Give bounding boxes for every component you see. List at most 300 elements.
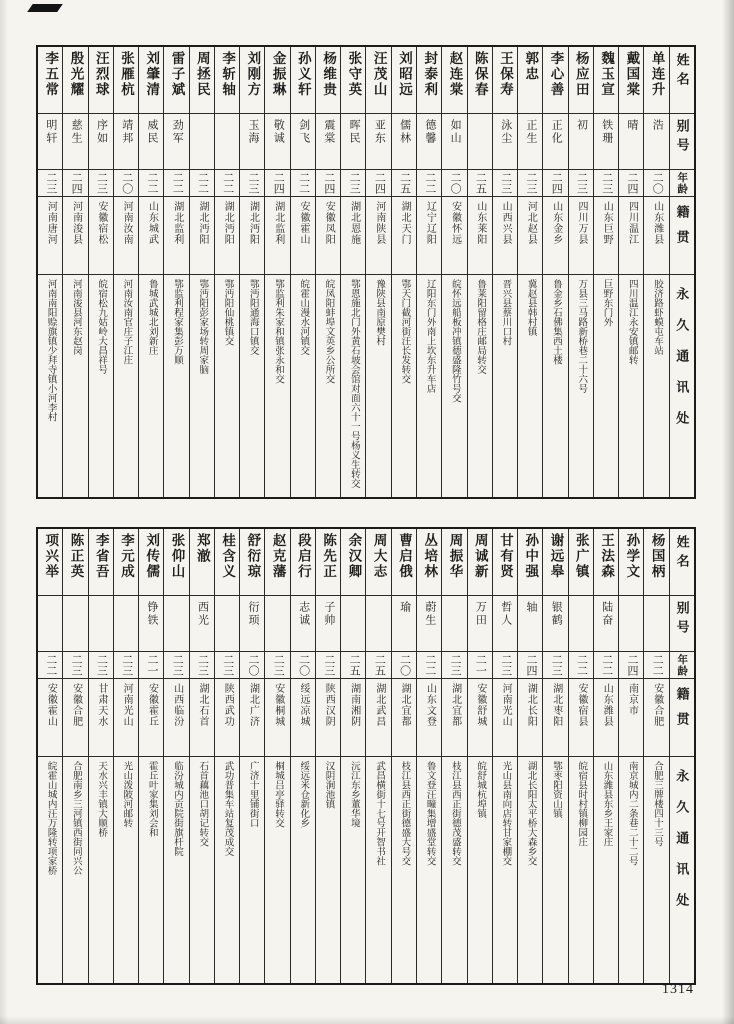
entry-address-cell [442, 756, 466, 983]
entry-age-cell [190, 169, 214, 196]
entry-column [365, 529, 390, 983]
entry-age-cell [215, 651, 239, 678]
entry-address-cell [164, 274, 188, 497]
entry-native-cell [468, 678, 492, 756]
entry-column [517, 529, 542, 983]
entry-alias: 泳尘 [499, 119, 512, 145]
entry-alias-cell [265, 595, 289, 651]
entry-native-place: 山东莱阳 [474, 201, 486, 245]
header-address-label: 永久通讯处 [674, 769, 690, 924]
entry-alias-cell [543, 113, 567, 169]
entry-native-place: 山西兴县 [500, 201, 512, 245]
entry-name: 封泰利 [422, 51, 438, 98]
entry-native-cell [493, 196, 517, 274]
entry-address: 南京城内二条巷二十二号 [626, 761, 637, 866]
entry-address: 皖怀远船板冲镇德盛隆竹号交 [449, 279, 460, 403]
entry-age: 二二 [145, 172, 158, 194]
entry-alias-cell [569, 113, 593, 169]
entry-name: 汪烈球 [93, 51, 109, 98]
entry-name: 汪茂山 [371, 51, 387, 98]
entry-age-cell [190, 651, 214, 678]
entry-name-cell [190, 47, 214, 113]
entry-age-cell [594, 169, 618, 196]
entry-age: 二四 [626, 654, 639, 676]
entry-name: 丛培林 [422, 533, 438, 580]
entry-native-place: 河南唐河 [45, 201, 57, 245]
entry-age: 二三 [272, 654, 285, 676]
entry-address: 桐城吕亭驿转交 [273, 761, 284, 828]
entry-native-cell [38, 196, 62, 274]
entry-name: 殷光耀 [68, 51, 84, 98]
entry-address-cell [114, 274, 138, 497]
entry-name-cell [493, 47, 517, 113]
entry-age: 二四 [550, 172, 563, 194]
entry-address: 万县三马路新桥巷二十六号 [576, 279, 587, 393]
entry-age: 二四 [524, 654, 537, 676]
entry-address: 鲁莱阳留格庄邮局转交 [475, 279, 486, 374]
entry-age: 二三 [550, 654, 563, 676]
entry-age-cell [139, 169, 163, 196]
entry-name-cell [291, 529, 315, 595]
entry-address-cell [594, 756, 618, 983]
entry-name: 李斩轴 [220, 51, 236, 98]
entry-age: 二四 [272, 172, 285, 194]
entry-alias-cell [139, 113, 163, 169]
entry-native-cell [518, 196, 542, 274]
header-alias-label: 别号 [674, 601, 690, 639]
entry-address-cell [366, 756, 390, 983]
entry-age: 二三 [70, 654, 83, 676]
entry-name-cell [569, 47, 593, 113]
entry-alias-cell [89, 113, 113, 169]
entry-alias-cell [644, 595, 668, 651]
entry-name: 谢远皋 [548, 533, 564, 580]
entry-alias-cell [38, 113, 62, 169]
entry-address-cell [619, 274, 643, 497]
entry-alias: 万田 [474, 601, 487, 627]
entry-age: 二五 [373, 654, 386, 676]
entry-alias-cell [442, 113, 466, 169]
entry-age-cell [644, 169, 668, 196]
entry-alias-cell [518, 113, 542, 169]
entry-native-cell [265, 196, 289, 274]
entry-alias-cell [114, 113, 138, 169]
entry-native-cell [644, 196, 668, 274]
entry-address-cell [164, 756, 188, 983]
entry-native-cell [341, 196, 365, 274]
entry-name: 杨维贵 [321, 51, 337, 98]
entry-native-place: 湖北天门 [399, 201, 411, 245]
entry-age: 二三 [247, 172, 260, 194]
entry-address: 山东潍县东乡王家庄 [601, 761, 612, 847]
entry-native-cell [493, 678, 517, 756]
entry-name-cell [518, 529, 542, 595]
entry-age: 二三 [524, 172, 537, 194]
entry-age-cell [240, 169, 264, 196]
entry-column [643, 47, 668, 497]
entry-alias-cell [63, 595, 87, 651]
entry-address: 枝江县西正街德盛大号交 [399, 761, 410, 866]
entry-column [62, 47, 87, 497]
entry-address-cell [190, 756, 214, 983]
entry-column [189, 47, 214, 497]
entry-name: 孙学文 [624, 533, 640, 580]
entry-alias: 亚东 [373, 119, 386, 145]
entry-column [113, 529, 138, 983]
entry-age: 二三 [499, 172, 512, 194]
entry-native-cell [392, 196, 416, 274]
entry-name-cell [240, 47, 264, 113]
entry-age: 二二 [297, 172, 310, 194]
entry-age-cell [493, 169, 517, 196]
entry-address: 沅江东乡董华境 [348, 761, 359, 828]
entry-age: 二三 [95, 172, 108, 194]
directory-table-bottom [36, 527, 696, 985]
entry-name: 张广镇 [573, 533, 589, 580]
entry-name-cell [619, 529, 643, 595]
entry-address-cell [417, 756, 441, 983]
entry-alias-cell [190, 595, 214, 651]
entry-alias: 靖邦 [120, 119, 133, 145]
entry-address: 鲁城武城北刘新庄 [146, 279, 157, 355]
entry-address: 枝江县西正街德茂盛转交 [449, 761, 460, 866]
entry-age-cell [569, 651, 593, 678]
entry-native-place: 陕西武功 [222, 683, 234, 727]
entry-age-cell [543, 651, 567, 678]
entry-address: 广济十里铺街口 [247, 761, 258, 828]
entry-name: 刘昭远 [396, 51, 412, 98]
entry-alias: 玉海 [247, 119, 260, 145]
entry-native-cell [316, 196, 340, 274]
entry-native-cell [63, 678, 87, 756]
entry-native-place: 河南光山 [121, 683, 133, 727]
entry-alias: 浩 [651, 119, 664, 132]
entry-native-place: 安徽凤阳 [323, 201, 335, 245]
entry-name-cell [594, 47, 618, 113]
entry-column [593, 529, 618, 983]
entry-native-cell [316, 678, 340, 756]
entry-column [568, 47, 593, 497]
entry-address-cell [341, 756, 365, 983]
entry-native-place: 辽宁辽阳 [424, 201, 436, 245]
header-address-cell [670, 756, 694, 983]
entry-alias-cell [164, 113, 188, 169]
entry-name: 桂含义 [220, 533, 236, 580]
entry-address: 汉阴涧池镇 [323, 761, 334, 809]
entry-address-cell [341, 274, 365, 497]
entry-age: 二四 [626, 172, 639, 194]
entry-address: 光山泼陂河邮转 [121, 761, 132, 828]
entry-name-cell [114, 47, 138, 113]
entry-native-place: 湖北石首 [196, 683, 208, 727]
entry-address: 皖霍山漫水河镇交 [298, 279, 309, 355]
entry-native-cell [392, 678, 416, 756]
entry-alias-cell [291, 595, 315, 651]
entry-address: 霍丘叶家集刘会和 [146, 761, 157, 837]
entry-address-cell [89, 274, 113, 497]
entry-native-place: 安徽舒城 [474, 683, 486, 727]
entry-name: 刘肇清 [144, 51, 160, 98]
entry-name-cell [240, 529, 264, 595]
entry-name-cell [619, 47, 643, 113]
entry-name-cell [417, 529, 441, 595]
entry-column [315, 529, 340, 983]
entry-age: 二一 [145, 654, 158, 676]
entry-name: 周振华 [447, 533, 463, 580]
entry-address-cell [442, 274, 466, 497]
entry-native-cell [291, 678, 315, 756]
entry-age: 二〇 [247, 654, 260, 676]
entry-address-cell [366, 274, 390, 497]
entry-name-cell [518, 47, 542, 113]
entry-age-cell [89, 169, 113, 196]
entry-age-cell [291, 651, 315, 678]
entry-name-cell [291, 47, 315, 113]
entry-native-place: 湖北广济 [247, 683, 259, 727]
entry-address-cell [569, 274, 593, 497]
entry-alias: 银鹤 [550, 601, 563, 627]
header-alias-cell [670, 595, 694, 651]
header-age-cell [670, 651, 694, 678]
entry-column [542, 47, 567, 497]
entry-column [264, 47, 289, 497]
entry-name-cell [38, 529, 62, 595]
entry-name: 王保寿 [498, 51, 513, 98]
entry-address-cell [190, 274, 214, 497]
entry-alias-cell [89, 595, 113, 651]
entry-column [517, 47, 542, 497]
entry-address-cell [619, 756, 643, 983]
entry-alias: 子帅 [322, 601, 335, 627]
entry-column [416, 529, 441, 983]
entry-age: 二四 [322, 172, 335, 194]
entry-name-cell [417, 47, 441, 113]
entry-address: 皖舒城杭埠镇 [475, 761, 486, 818]
entry-name: 孙中强 [523, 533, 539, 580]
entry-address: 胶济路虾蟆屯车站 [652, 279, 662, 355]
entry-native-cell [63, 196, 87, 274]
entry-age-cell [619, 651, 643, 678]
entry-native-place: 河南浚县 [70, 201, 82, 245]
entry-native-place: 安徽宿县 [575, 683, 587, 727]
entry-name: 舒衍琼 [245, 533, 261, 580]
entry-column [88, 47, 113, 497]
entry-name-cell [63, 529, 87, 595]
entry-alias: 正化 [550, 119, 563, 145]
entry-age-cell [240, 651, 264, 678]
entry-alias-cell [215, 595, 239, 651]
entry-age: 二二 [196, 172, 209, 194]
entry-column [467, 47, 492, 497]
entry-address-cell [468, 756, 492, 983]
entry-native-place: 甘肃天水 [95, 683, 107, 727]
entry-address: 皖凤阳蚌埠文英乡公所交 [323, 279, 334, 384]
entry-column [467, 529, 492, 983]
entry-name: 李五常 [43, 51, 59, 98]
entry-name: 雷子斌 [169, 51, 185, 98]
entry-name-cell [316, 529, 340, 595]
header-address-label: 永久通讯处 [674, 287, 690, 442]
entry-alias-cell [594, 595, 618, 651]
entry-address-cell [392, 274, 416, 497]
entry-age: 二三 [575, 172, 588, 194]
entry-address-cell [63, 756, 87, 983]
entry-native-cell [89, 678, 113, 756]
entry-native-place: 安徽合肥 [70, 683, 82, 727]
entry-native-place: 湖北宜都 [449, 683, 461, 727]
entry-address: 鄂监利程家集彭万顺 [171, 279, 182, 365]
entry-column [492, 47, 517, 497]
entry-age-cell [291, 169, 315, 196]
entry-address-cell [644, 756, 668, 983]
entry-alias: 西光 [196, 601, 209, 627]
entry-native-place: 山西临汾 [171, 683, 183, 727]
page-edge-left [0, 0, 8, 1024]
entry-age: 二三 [196, 654, 209, 676]
entry-address-cell [543, 756, 567, 983]
entry-age: 二五 [348, 654, 361, 676]
entry-alias: 震棠 [322, 119, 335, 145]
entry-address: 合肥三牌楼四十三号 [652, 761, 662, 847]
entry-name-cell [316, 47, 340, 113]
entry-age: 二三 [322, 654, 335, 676]
entry-address: 冀赵县韩村镇 [525, 279, 536, 336]
entry-native-cell [341, 678, 365, 756]
entry-column [239, 529, 264, 983]
entry-name: 周拯民 [194, 51, 210, 98]
entry-native-cell [164, 678, 188, 756]
entry-age: 二一 [474, 654, 487, 676]
entry-alias-cell [63, 113, 87, 169]
entry-age-cell [38, 169, 62, 196]
entry-address-cell [38, 274, 62, 497]
entry-address-cell [644, 274, 668, 497]
entry-age: 二〇 [449, 172, 462, 194]
entry-age-cell [468, 169, 492, 196]
entry-address: 河南汝南官庄子江庄 [121, 279, 132, 365]
entry-name-cell [594, 529, 618, 595]
entry-age: 二二 [221, 172, 234, 194]
entry-age: 二二 [651, 654, 664, 676]
entry-address: 四川温江永安镇邮转 [626, 279, 637, 365]
header-name-cell [670, 529, 694, 595]
entry-address-cell [316, 274, 340, 497]
entry-column [416, 47, 441, 497]
entry-age-cell [366, 169, 390, 196]
entry-column [38, 529, 62, 983]
entry-address-cell [215, 274, 239, 497]
entry-native-cell [543, 196, 567, 274]
entry-native-cell [619, 678, 643, 756]
entry-name: 单连升 [649, 51, 665, 98]
entry-age-cell [63, 169, 87, 196]
entry-address: 光山县南向店转甘家棚交 [500, 761, 511, 866]
entry-alias-cell [341, 595, 365, 651]
entry-age-cell [518, 169, 542, 196]
entry-column [492, 529, 517, 983]
entry-age-cell [493, 651, 517, 678]
entry-alias-cell [442, 595, 466, 651]
entry-name-cell [164, 529, 188, 595]
entry-address: 鄂沔阳彭家场转周家脑 [197, 279, 208, 374]
header-age-label: 年龄 [676, 172, 688, 195]
entry-native-place: 河南汝南 [121, 201, 133, 245]
scan-artifact [27, 4, 63, 12]
entry-name: 金振琳 [270, 51, 286, 98]
entry-alias-cell [316, 595, 340, 651]
entry-age-cell [543, 169, 567, 196]
entry-alias-cell [594, 113, 618, 169]
entry-address: 鄂沔阳通海口镇交 [247, 279, 258, 355]
entry-age: 二五 [474, 172, 487, 194]
entry-address: 河南南阳赊旗镇少拜寺镇小河李村 [45, 279, 56, 422]
entry-address-cell [493, 274, 517, 497]
header-column [669, 529, 694, 983]
entry-alias-cell [468, 595, 492, 651]
entry-alias: 轴 [524, 601, 537, 614]
entry-alias-cell [316, 113, 340, 169]
entry-native-place: 安徽宿松 [95, 201, 107, 245]
entry-native-cell [89, 196, 113, 274]
entry-age: 二二 [575, 654, 588, 676]
entry-alias: 瑜 [398, 601, 411, 614]
header-age-cell [670, 169, 694, 196]
entry-age-cell [442, 169, 466, 196]
entry-address: 皖宿松九姑岭大昌祥号 [96, 279, 107, 374]
entry-address-cell [139, 274, 163, 497]
entry-alias: 明轩 [44, 119, 57, 145]
entry-address: 晋兴县蔡川口村 [500, 279, 511, 346]
header-age-label: 年龄 [676, 654, 688, 677]
entry-column [593, 47, 618, 497]
entry-name: 赵克藩 [270, 533, 286, 580]
entry-age-cell [341, 651, 365, 678]
entry-native-place: 安徽合肥 [651, 683, 663, 727]
entry-native-place: 山东文登 [424, 683, 436, 727]
entry-age: 二三 [221, 654, 234, 676]
entry-column [214, 47, 239, 497]
entry-native-cell [190, 196, 214, 274]
entry-native-place: 湖北武昌 [373, 683, 385, 727]
entry-native-cell [265, 678, 289, 756]
entry-alias-cell [114, 595, 138, 651]
entry-name: 张雁杭 [119, 51, 135, 98]
entry-age-cell [442, 651, 466, 678]
entry-column [138, 47, 163, 497]
entry-alias: 如山 [449, 119, 462, 145]
entry-alias-cell [341, 113, 365, 169]
entry-age-cell [341, 169, 365, 196]
entry-name-cell [644, 47, 668, 113]
directory-table-top [36, 45, 696, 499]
entry-name-cell [89, 47, 113, 113]
header-native-label: 籍贯 [674, 205, 690, 255]
entry-name: 项兴举 [43, 533, 59, 580]
entry-column [391, 47, 416, 497]
entry-alias: 初 [575, 119, 588, 132]
entry-address: 皖宿县时村镇柳园庄 [576, 761, 587, 847]
header-native-label: 籍贯 [674, 687, 690, 737]
entry-column [568, 529, 593, 983]
entry-alias-cell [543, 595, 567, 651]
entry-age-cell [644, 651, 668, 678]
entry-address-cell [392, 756, 416, 983]
entry-name-cell [341, 47, 365, 113]
entry-column [290, 47, 315, 497]
entry-age-cell [392, 651, 416, 678]
entry-column [542, 529, 567, 983]
entry-name-cell [392, 529, 416, 595]
